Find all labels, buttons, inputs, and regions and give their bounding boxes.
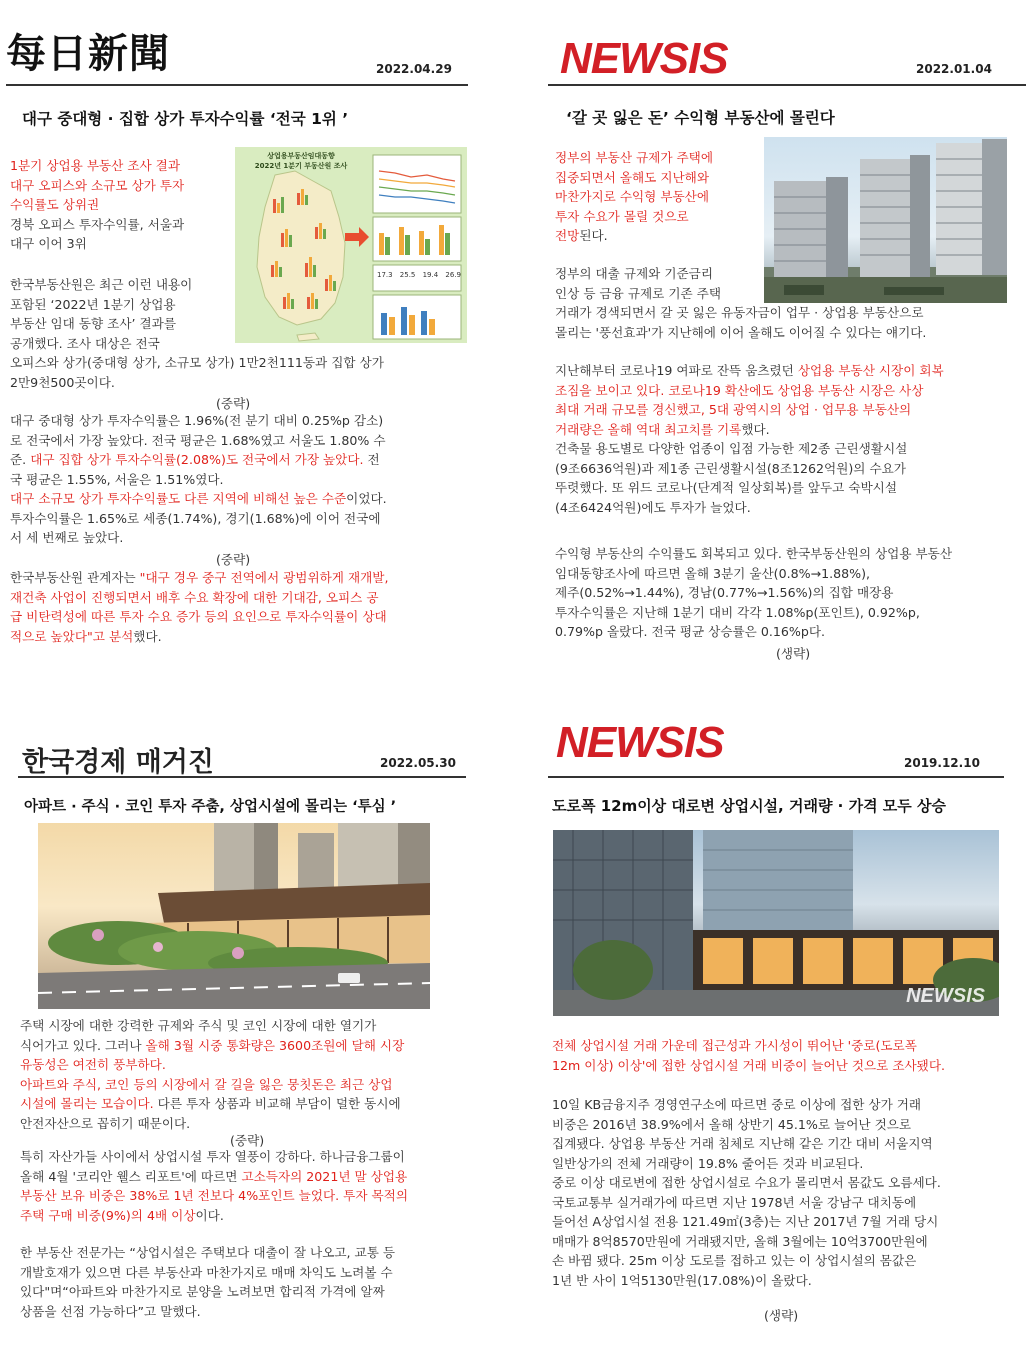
- body-line: [10, 568, 472, 588]
- body-line: 국토교통부 실거래가에 따르면 지난 1978년 서울 강남구 대치동에: [552, 1194, 917, 1210]
- lead-line: 1분기 상업용 부동산 조사 결과: [10, 158, 181, 173]
- body-line: [10, 489, 472, 509]
- body-line: 0.79%p 올랐다. 전국 평균 상승률은 0.16%p다.: [555, 624, 826, 639]
- body-line: 상품을 선점 가능하다”고 말했다.: [20, 1303, 201, 1319]
- text-run: 한국부동산원 관계자는: [10, 570, 140, 585]
- body-line: 비중은 2016년 38.9%에서 올해 상반기 45.1%로 늘어난 것으로: [552, 1116, 912, 1132]
- header-rule: [548, 776, 1004, 778]
- headline: 아파트 · 주식 · 코인 투자 주춤, 상업시설에 몰리는 ‘투심 ’: [24, 799, 397, 815]
- body-line: 로 전국에서 가장 높았다. 전국 평균은 1.68%였고 서울도 1.80% 수: [10, 432, 386, 448]
- lead-line: 수익률도 상위권: [10, 197, 100, 212]
- body-line: 매매가 8억8570만원에 거래됐지만, 올해 3월에는 10억3700만원에: [552, 1233, 928, 1249]
- body-line: 특히 자산가들 사이에서 상업시설 투자 열풍이 강하다. 하나금융그룹이: [20, 1149, 405, 1164]
- highlight-text: 대구 집합 상가 투자수익률(2.08%)도 전국에서 가장 높았다.: [30, 452, 364, 467]
- body-line: 중로 이상 대로변에 접한 상업시설로 수요가 몰리면서 몸값도 오름세다.: [552, 1175, 941, 1190]
- body-line: 손 바뀜 됐다. 25m 이상 도로를 접하고 있는 이 상업시설의 몸값은: [552, 1253, 917, 1268]
- body-line: 있다"며“아파트와 마찬가지로 분양을 노려보면 합리적 가격에 알짜: [20, 1284, 385, 1299]
- body-line: 투자수익률은 지난해 1분기 대비 각각 1.08%p(포인트), 0.92%p,: [555, 604, 920, 620]
- highlight-text: 적으로 높았다"고 분석: [10, 628, 134, 644]
- omission-mark: (중략): [216, 396, 251, 411]
- body-line: 대구 중대형 상가 투자수익률은 1.96%(전 분기 대비 0.25%p 감소): [10, 413, 384, 428]
- article-date: 2022.01.04: [916, 62, 992, 76]
- body-line: 수익형 부동산의 수익률도 회복되고 있다. 한국부동산원의 상업용 부동산: [555, 546, 952, 561]
- body-line: (4조6424억원)에도 투자가 늘었다.: [555, 499, 751, 515]
- body-line: 오피스와 상가(중대형 상가, 소규모 상가) 1만2천111동과 집합 상가: [10, 355, 384, 370]
- lead-line: 12m 이상) 이상'에 접한 상업시설 거래 비중이 늘어난 것으로 조사됐다.: [552, 1057, 946, 1073]
- lead-line: 대구 오피스와 소규모 상가 투자: [10, 177, 185, 193]
- body-line: 제주(0.52%→1.44%), 경남(0.77%→1.56%)의 집합 매장용: [555, 585, 894, 600]
- lead-line: [555, 226, 765, 246]
- stat-value: 19.4: [422, 271, 439, 279]
- body-line: 몰리는 '풍선효과'가 지난해에 이어 올해도 이어질 수 있다는 얘기다.: [555, 324, 927, 340]
- body-line: 한국부동산원은 최근 이런 내용이: [10, 277, 193, 292]
- body-line: [555, 420, 1025, 440]
- infographic-title: 상업용부동산임대동향: [267, 152, 335, 160]
- highlight-text: 시설에 몰리는 모습이다.: [20, 1096, 154, 1111]
- body-line: 집계됐다. 상업용 부동산 거래 침체로 지난해 같은 기간 대비 서울지역: [552, 1136, 933, 1151]
- body-line: 부동산 보유 비중은 38%로 1년 전보다 4%포인트 늘었다. 투자 목적의: [20, 1188, 408, 1203]
- body-paragraph: [10, 275, 470, 392]
- text-run: 했다.: [741, 421, 770, 437]
- body-line: 공개했다. 조사 대상은 전국: [10, 335, 160, 351]
- text-run: 된다.: [579, 228, 608, 243]
- body-line: 인상 등 금융 규제로 기존 주택: [555, 285, 722, 301]
- body-paragraph: [20, 1147, 472, 1225]
- header-rule: [6, 84, 468, 86]
- lead-line: 투자 수요가 몰릴 것으로: [555, 208, 689, 224]
- text-run: 다른 투자 상품과 비교해 부담이 덜한 동시에: [153, 1096, 401, 1111]
- body-line: 아파트와 주식, 코인 등의 시장에서 갈 길을 잃은 뭉칫돈은 최근 상업: [20, 1076, 393, 1092]
- headline: ‘갈 곳 잃은 돈’ 수익형 부동산에 몰린다: [566, 109, 835, 127]
- lead-block: [552, 1036, 1012, 1075]
- body-line: 주택 시장에 대한 강력한 규제와 주식 및 코인 시장에 대한 열기가: [20, 1018, 377, 1033]
- highlight-text: 고소득자의 2021년 말 상업용: [241, 1168, 408, 1184]
- street-scene-graphic: [38, 823, 430, 1009]
- stat-value: 26.9: [445, 271, 461, 279]
- highlight-text: 주택 구매 비중(9%)의 4배 이상: [20, 1207, 196, 1223]
- lead-line: 경북 오피스 투자수익률, 서울과: [10, 216, 185, 232]
- lead-line: 마찬가지로 수익형 부동산에: [555, 189, 709, 204]
- commercial-facility-photo: [38, 823, 430, 1009]
- body-line: 건축물 용도별로 다양한 업종이 입점 가능한 제2종 근린생활시설: [555, 441, 908, 456]
- body-line: 개발호재가 있으면 다른 부동산과 마찬가지로 매매 차익도 노려볼 수: [20, 1264, 393, 1280]
- omission-mark: (중략): [230, 1133, 265, 1148]
- body-line: 한 부동산 전문가는 “상업시설은 주택보다 대출이 잘 나오고, 교통 등: [20, 1245, 396, 1260]
- article-date: 2022.04.29: [376, 62, 452, 76]
- highlight-text: 전망: [555, 228, 580, 243]
- omission-mark: (생략): [776, 646, 811, 661]
- body-line: 부동산 임대 동향 조사’ 결과를: [10, 316, 177, 331]
- headline: 도로폭 12m이상 대로변 상업시설, 거래량 · 가격 모두 상승: [552, 797, 946, 815]
- text-run: 준.: [10, 452, 31, 467]
- newsis-logo: NEWSIS: [560, 34, 728, 83]
- omission-mark: (생략): [764, 1308, 799, 1323]
- body-line: 국 평균은 1.55%, 서울은 1.51%였다.: [10, 471, 224, 487]
- body-line: 들어선 A상업시설 전용 121.49㎡(3층)는 지난 2017년 7월 거래 당시: [552, 1214, 939, 1229]
- body-line: 조짐을 보이고 있다. 코로나19 확산에도 상업용 부동산 시장은 사상: [555, 382, 924, 398]
- body-paragraph: [555, 361, 1025, 517]
- body-line: 2만9천500곳이다.: [10, 374, 115, 390]
- body-paragraph: [20, 1016, 468, 1133]
- body-line: [20, 1167, 472, 1187]
- infographic-subtitle: 2022년 1분기 부동산원 조사: [254, 162, 348, 170]
- body-line: 임대동향조사에 따르면 올해 3분기 울산(0.8%→1.88%),: [555, 565, 871, 581]
- body-line: 재건축 사업이 진행되면서 배후 수요 확장에 대한 기대감, 오피스 공: [10, 589, 379, 605]
- body-line: 안전자산으로 꼽히기 때문이다.: [20, 1115, 191, 1131]
- body-line: 정부의 대출 규제와 기준금리: [555, 266, 713, 281]
- text-run: 했다.: [133, 628, 162, 644]
- lead-line: 정부의 부동산 규제가 주택에: [555, 150, 713, 165]
- body-line: 최대 거래 규모를 경신했고, 5대 광역시의 상업 · 업무용 부동산의: [555, 402, 912, 417]
- header-rule: [18, 776, 466, 778]
- newsis-logo: NEWSIS: [556, 718, 724, 767]
- article-date: 2022.05.30: [380, 756, 456, 770]
- text-run: 전: [363, 452, 380, 467]
- highlight-text: 상업용 부동산 시장이 회복: [797, 363, 944, 378]
- body-line: (9조6636억원)과 제1종 근린생활시설(8조1262억원)의 수요가: [555, 460, 906, 476]
- lead-line: 집중되면서 올해도 지난해와: [555, 169, 709, 185]
- highlight-text: 대구 소규모 상가 투자수익률도 다른 지역에 비해선 높은 수준: [10, 491, 347, 506]
- body-line: 1년 반 사이 1억5130만원(17.08%)이 올랐다.: [552, 1272, 812, 1288]
- body-line: 유동성은 여전히 풍부하다.: [20, 1057, 166, 1072]
- text-run: 이다.: [195, 1207, 224, 1223]
- text-run: 이었다.: [346, 491, 387, 506]
- body-line: 10일 KB금융지주 경영연구소에 따르면 중로 이상에 접한 상가 거래: [552, 1097, 922, 1112]
- newsis-watermark: NEWSIS: [906, 985, 985, 1007]
- body-paragraph: [10, 411, 472, 548]
- body-line: 투자수익률은 1.65%로 세종(1.74%), 경기(1.68%)에 이어 전국에: [10, 510, 381, 526]
- body-line: 서 세 번째로 높았다.: [10, 530, 124, 545]
- highlight-text: 거래량은 올해 역대 최고치를 기록: [555, 421, 742, 437]
- body-paragraph: [555, 264, 1025, 342]
- header-rule: [548, 84, 1026, 86]
- text-run: 올해 4월 '코리안 웰스 리포트'에 따르면: [20, 1168, 242, 1184]
- text-run: 식어가고 있다. 그러나: [20, 1037, 146, 1053]
- body-paragraph: [552, 1095, 1012, 1290]
- commercial-building-photo: [553, 830, 999, 1016]
- body-line: 포함된 ‘2022년 1분기 상업용: [10, 296, 176, 312]
- article-date: 2019.12.10: [904, 756, 980, 770]
- body-line: [20, 1206, 472, 1226]
- omission-mark: (중략): [216, 552, 251, 567]
- body-paragraph: [555, 544, 1029, 642]
- highlight-text: 올해 3월 시중 통화량은 3600조원에 달해 시장: [145, 1037, 405, 1053]
- body-line: [20, 1094, 468, 1114]
- headline: 대구 중대형 · 집합 상가 투자수익률 ‘전국 1위 ’: [22, 110, 349, 128]
- stat-value: 25.5: [399, 271, 416, 279]
- lead-block: [555, 148, 765, 246]
- body-line: [10, 450, 472, 470]
- body-line: 거래가 경색되면서 갈 곳 잃은 유동자금이 업무 · 상업용 부동산으로: [555, 305, 924, 320]
- lead-line: 대구 이어 3위: [10, 236, 87, 251]
- body-line: [10, 627, 472, 647]
- body-paragraph: [10, 568, 472, 646]
- text-run: 지난해부터 코로나19 여파로 잔뜩 움츠렸던: [555, 363, 798, 378]
- highlight-text: "대구 경우 중구 전역에서 광범위하게 재개발,: [139, 570, 389, 585]
- body-line: [555, 361, 1025, 381]
- body-line: 일반상가의 전체 거래량이 19.8% 줄어든 것과 비교된다.: [552, 1155, 864, 1171]
- body-line: [20, 1036, 468, 1056]
- lead-block: [10, 156, 234, 254]
- hankyung-logo: 한국경제 매거진: [22, 747, 214, 778]
- stat-value: 17.3: [377, 271, 393, 279]
- lead-line: 전체 상업시설 거래 가운데 접근성과 가시성이 뛰어난 '중로(도로폭: [552, 1038, 917, 1053]
- body-line: 뚜렷했다. 또 위드 코로나(단계적 일상회복)를 앞두고 숙박시설: [555, 480, 897, 495]
- maeil-logo: 每日新聞: [6, 30, 170, 77]
- body-paragraph: [20, 1243, 472, 1321]
- body-line: 급 비탄력성에 따른 투자 수요 증가 등의 요인으로 투자수익률이 상대: [10, 609, 387, 624]
